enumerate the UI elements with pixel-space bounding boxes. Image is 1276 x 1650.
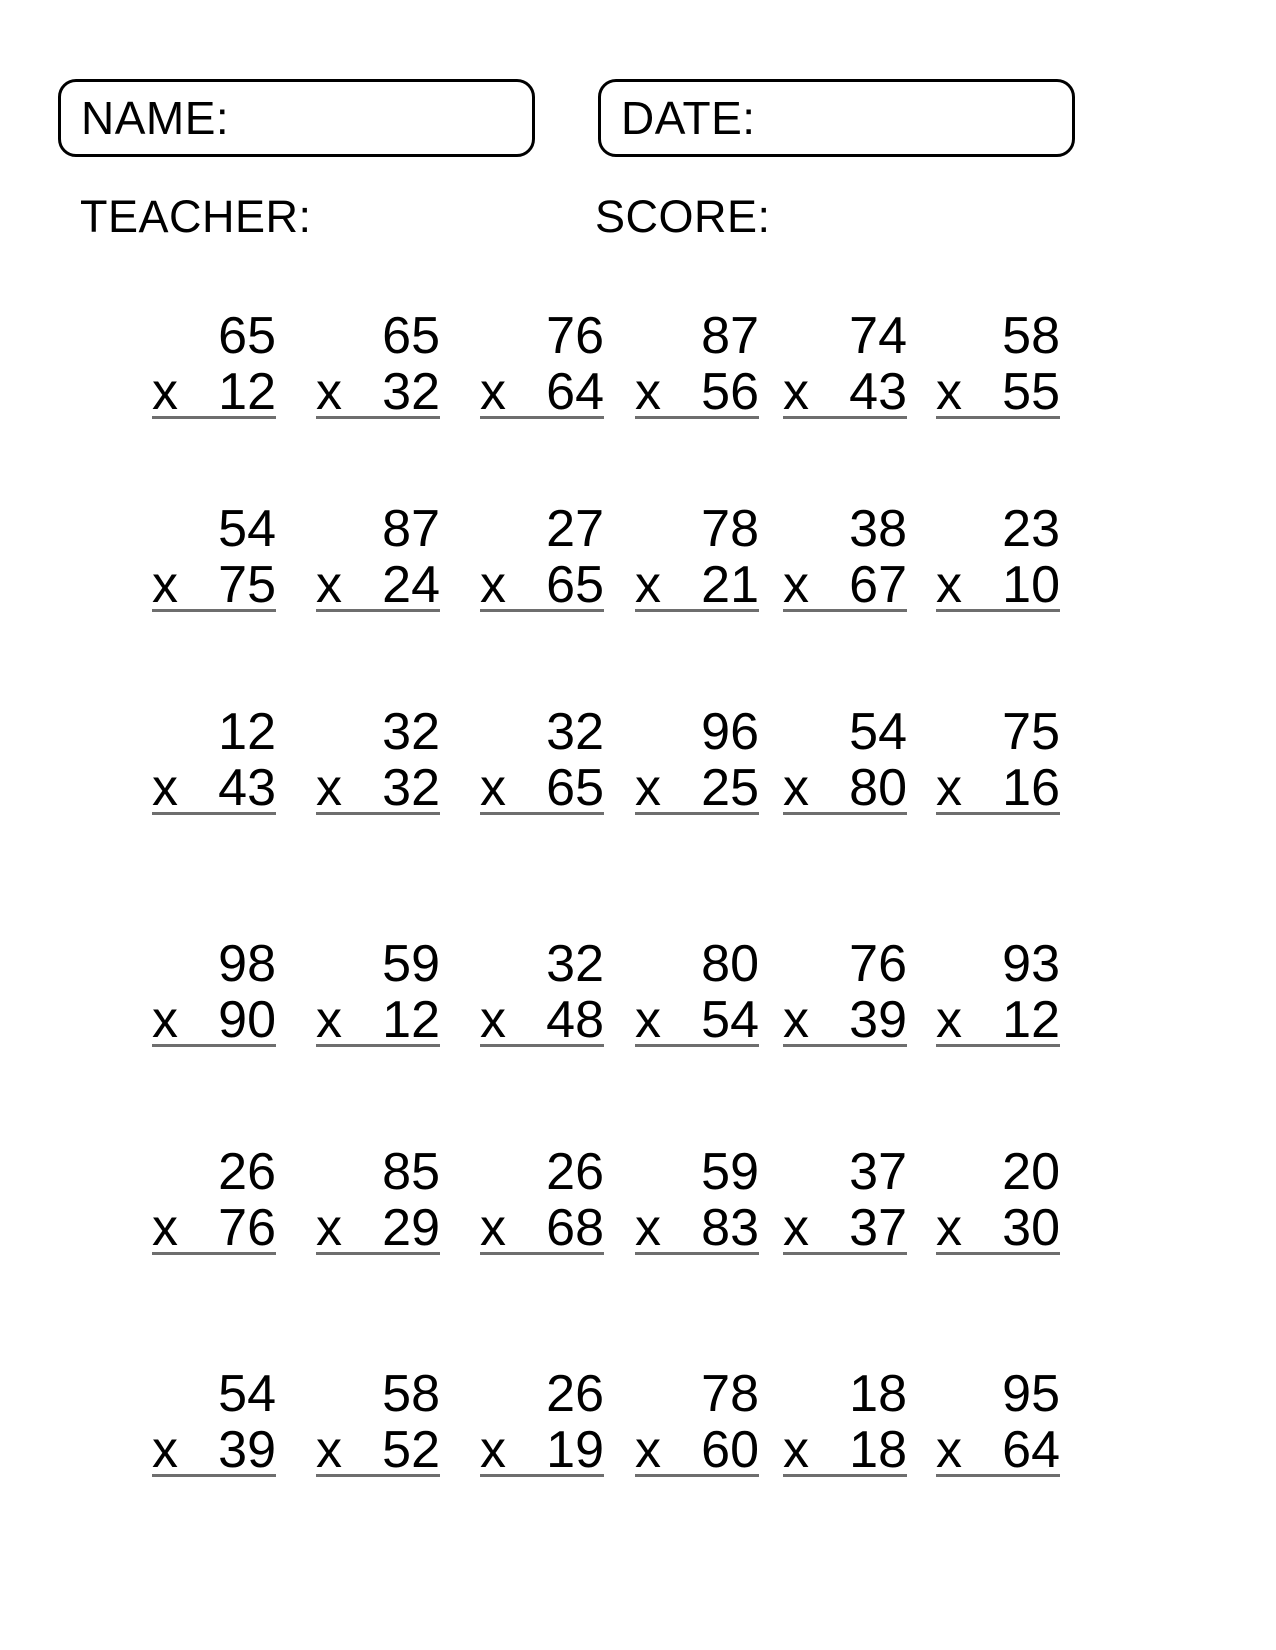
teacher-label: TEACHER:: [80, 191, 312, 242]
problem-r1c3: [480, 308, 604, 419]
multiplier: 32: [382, 363, 440, 421]
problem-r1c5: [783, 308, 907, 419]
multiplier: 12: [382, 991, 440, 1049]
multiply-operator: x: [936, 1421, 962, 1479]
multiplier-line: [635, 557, 759, 613]
multiply-operator: x: [635, 556, 661, 614]
problem-r5c5: [783, 1144, 907, 1255]
multiplier-line: [783, 992, 907, 1048]
problem-r4c4: [635, 936, 759, 1047]
problem-r2c6: [936, 501, 1060, 612]
multiply-operator: x: [316, 759, 342, 817]
problem-r6c1: [152, 1366, 276, 1477]
multiplier: 16: [1002, 759, 1060, 817]
multiplier: 64: [546, 363, 604, 421]
multiplier-line: [152, 1200, 276, 1256]
multiplier: 19: [546, 1421, 604, 1479]
multiply-operator: x: [316, 1421, 342, 1479]
multiplier-line: [480, 1200, 604, 1256]
multiply-operator: x: [152, 1199, 178, 1257]
multiplier: 39: [218, 1421, 276, 1479]
multiply-operator: x: [936, 991, 962, 1049]
multiply-operator: x: [480, 363, 506, 421]
problem-r6c2: [316, 1366, 440, 1477]
multiplier: 12: [218, 363, 276, 421]
multiplier-line: [936, 760, 1060, 816]
multiplicand: 59: [382, 935, 440, 993]
multiply-operator: x: [480, 1199, 506, 1257]
multiply-operator: x: [152, 991, 178, 1049]
multiplicand: 32: [546, 703, 604, 761]
multiply-operator: x: [152, 759, 178, 817]
multiplier: 56: [701, 363, 759, 421]
multiplicand: 58: [382, 1365, 440, 1423]
multiply-operator: x: [316, 556, 342, 614]
multiply-operator: x: [480, 991, 506, 1049]
multiplier: 29: [382, 1199, 440, 1257]
multiplier: 43: [218, 759, 276, 817]
multiplier: 12: [1002, 991, 1060, 1049]
problem-r4c3: [480, 936, 604, 1047]
problem-r5c3: [480, 1144, 604, 1255]
multiply-operator: x: [152, 1421, 178, 1479]
multiply-operator: x: [152, 556, 178, 614]
multiplier-line: [316, 557, 440, 613]
problem-r1c1: [152, 308, 276, 419]
multiplier: 48: [546, 991, 604, 1049]
multiplier-line: [936, 364, 1060, 420]
multiplier-line: [316, 760, 440, 816]
multiply-operator: x: [316, 363, 342, 421]
multiplier-line: [480, 1422, 604, 1478]
problem-r3c3: [480, 704, 604, 815]
multiplier: 37: [849, 1199, 907, 1257]
multiplicand: 26: [218, 1143, 276, 1201]
multiplier-line: [480, 992, 604, 1048]
problem-r6c4: [635, 1366, 759, 1477]
multiplier-line: [152, 557, 276, 613]
multiplicand: 37: [849, 1143, 907, 1201]
multiplier-line: [936, 1422, 1060, 1478]
multiplier-line: [316, 364, 440, 420]
problem-r5c2: [316, 1144, 440, 1255]
multiplier-line: [480, 364, 604, 420]
name-label: NAME:: [81, 92, 230, 144]
multiplicand: 58: [1002, 307, 1060, 365]
multiplier: 68: [546, 1199, 604, 1257]
multiplier-line: [152, 992, 276, 1048]
problem-r5c4: [635, 1144, 759, 1255]
multiplier: 60: [701, 1421, 759, 1479]
multiplier: 54: [701, 991, 759, 1049]
problem-r5c6: [936, 1144, 1060, 1255]
date-label: DATE:: [621, 92, 756, 144]
multiplicand: 78: [701, 1365, 759, 1423]
multiplicand: 95: [1002, 1365, 1060, 1423]
problem-r2c2: [316, 501, 440, 612]
problem-r1c2: [316, 308, 440, 419]
multiplier: 90: [218, 991, 276, 1049]
multiplier-line: [635, 760, 759, 816]
multiplier: 25: [701, 759, 759, 817]
multiplicand: 76: [849, 935, 907, 993]
multiply-operator: x: [316, 1199, 342, 1257]
multiplicand: 32: [546, 935, 604, 993]
multiplier-line: [480, 760, 604, 816]
multiplicand: 65: [218, 307, 276, 365]
multiplicand: 75: [1002, 703, 1060, 761]
multiplier: 24: [382, 556, 440, 614]
multiplicand: 26: [546, 1365, 604, 1423]
multiplier-line: [152, 1422, 276, 1478]
multiplier-line: [936, 1200, 1060, 1256]
multiply-operator: x: [783, 759, 809, 817]
multiplier: 21: [701, 556, 759, 614]
problem-r6c3: [480, 1366, 604, 1477]
multiplicand: 85: [382, 1143, 440, 1201]
multiply-operator: x: [783, 1199, 809, 1257]
problem-r3c6: [936, 704, 1060, 815]
multiplicand: 74: [849, 307, 907, 365]
multiplier-line: [635, 1200, 759, 1256]
multiplicand: 80: [701, 935, 759, 993]
multiply-operator: x: [635, 1421, 661, 1479]
multiplier-line: [635, 992, 759, 1048]
multiplicand: 87: [382, 500, 440, 558]
multiplicand: 54: [849, 703, 907, 761]
multiplier-line: [783, 364, 907, 420]
problem-r4c2: [316, 936, 440, 1047]
multiplier-line: [635, 364, 759, 420]
multiplicand: 38: [849, 500, 907, 558]
multiplier: 39: [849, 991, 907, 1049]
multiplier-line: [152, 364, 276, 420]
multiplier: 32: [382, 759, 440, 817]
multiplicand: 23: [1002, 500, 1060, 558]
multiplicand: 27: [546, 500, 604, 558]
multiplier-line: [783, 1200, 907, 1256]
multiply-operator: x: [783, 556, 809, 614]
multiplicand: 59: [701, 1143, 759, 1201]
multiplicand: 32: [382, 703, 440, 761]
multiplier: 52: [382, 1421, 440, 1479]
multiplier-line: [316, 1200, 440, 1256]
multiplicand: 98: [218, 935, 276, 993]
multiply-operator: x: [480, 759, 506, 817]
multiplier: 75: [218, 556, 276, 614]
multiplicand: 76: [546, 307, 604, 365]
multiplicand: 65: [382, 307, 440, 365]
problem-r5c1: [152, 1144, 276, 1255]
multiply-operator: x: [480, 1421, 506, 1479]
problem-r1c6: [936, 308, 1060, 419]
multiplier: 67: [849, 556, 907, 614]
problem-r6c6: [936, 1366, 1060, 1477]
multiplicand: 54: [218, 500, 276, 558]
multiplier-line: [936, 557, 1060, 613]
multiplicand: 54: [218, 1365, 276, 1423]
multiplier-line: [783, 557, 907, 613]
multiply-operator: x: [936, 556, 962, 614]
problem-r3c2: [316, 704, 440, 815]
problem-r4c5: [783, 936, 907, 1047]
multiplier: 10: [1002, 556, 1060, 614]
multiplier: 55: [1002, 363, 1060, 421]
multiply-operator: x: [783, 363, 809, 421]
multiply-operator: x: [316, 991, 342, 1049]
multiplier-line: [316, 1422, 440, 1478]
multiplicand: 26: [546, 1143, 604, 1201]
problem-r1c4: [635, 308, 759, 419]
multiplier-line: [783, 760, 907, 816]
multiply-operator: x: [783, 1421, 809, 1479]
multiplier: 76: [218, 1199, 276, 1257]
multiplier: 30: [1002, 1199, 1060, 1257]
multiply-operator: x: [936, 363, 962, 421]
score-label: SCORE:: [595, 191, 771, 242]
problem-r4c1: [152, 936, 276, 1047]
multiply-operator: x: [635, 1199, 661, 1257]
problem-r3c1: [152, 704, 276, 815]
multiply-operator: x: [635, 363, 661, 421]
problem-r6c5: [783, 1366, 907, 1477]
multiply-operator: x: [783, 991, 809, 1049]
multiplier: 65: [546, 759, 604, 817]
multiplicand: 93: [1002, 935, 1060, 993]
multiply-operator: x: [152, 363, 178, 421]
problem-r2c4: [635, 501, 759, 612]
multiplier-line: [936, 992, 1060, 1048]
multiplier: 18: [849, 1421, 907, 1479]
multiplier: 83: [701, 1199, 759, 1257]
multiplier-line: [316, 992, 440, 1048]
problem-r2c5: [783, 501, 907, 612]
problem-r2c3: [480, 501, 604, 612]
multiplier-line: [783, 1422, 907, 1478]
multiply-operator: x: [480, 556, 506, 614]
problem-r4c6: [936, 936, 1060, 1047]
multiplier: 64: [1002, 1421, 1060, 1479]
multiplicand: 18: [849, 1365, 907, 1423]
multiplier-line: [152, 760, 276, 816]
multiplicand: 78: [701, 500, 759, 558]
multiply-operator: x: [635, 991, 661, 1049]
multiplicand: 12: [218, 703, 276, 761]
problem-r2c1: [152, 501, 276, 612]
multiplicand: 87: [701, 307, 759, 365]
multiplicand: 96: [701, 703, 759, 761]
multiply-operator: x: [635, 759, 661, 817]
problem-r3c5: [783, 704, 907, 815]
multiplier: 80: [849, 759, 907, 817]
multiplier-line: [635, 1422, 759, 1478]
multiplier-line: [480, 557, 604, 613]
multiplier: 65: [546, 556, 604, 614]
multiplicand: 20: [1002, 1143, 1060, 1201]
multiply-operator: x: [936, 759, 962, 817]
multiplier: 43: [849, 363, 907, 421]
multiply-operator: x: [936, 1199, 962, 1257]
problem-r3c4: [635, 704, 759, 815]
